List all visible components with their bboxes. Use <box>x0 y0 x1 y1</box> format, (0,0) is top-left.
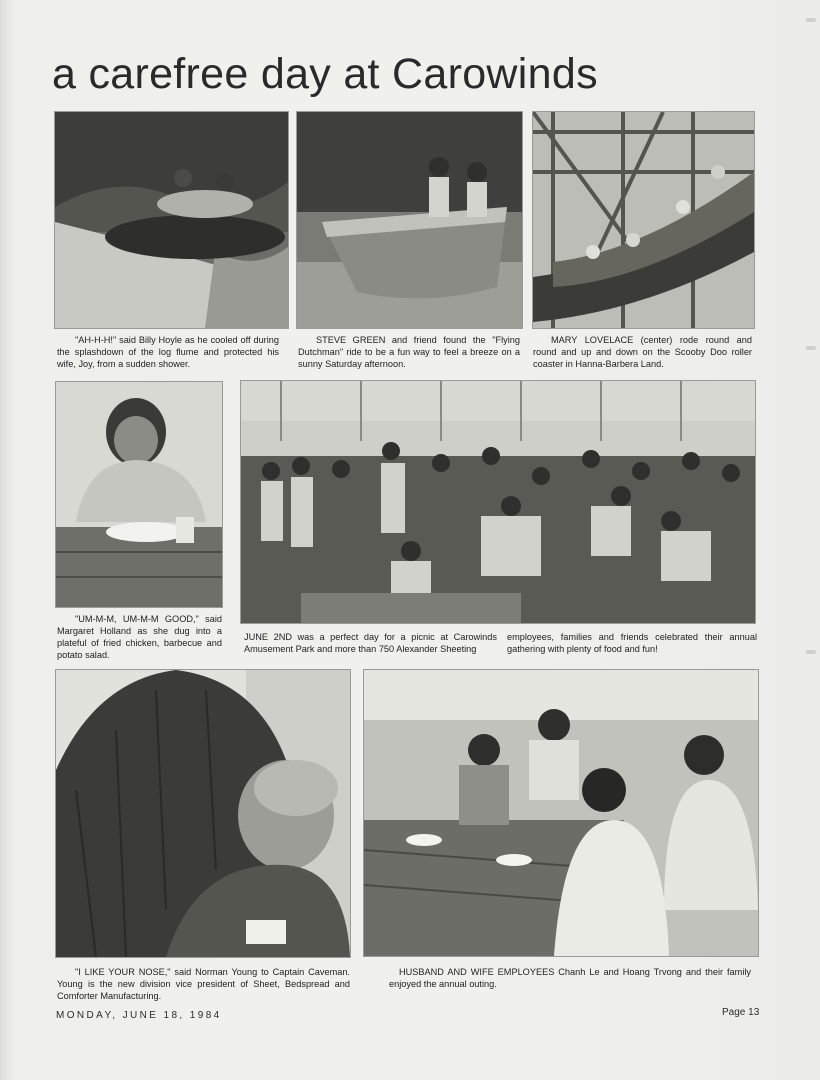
caption-picnic-part-2: employees, families and friends celebrated their annual gathering with plenty of food and fun! <box>507 632 757 654</box>
issue-date: MONDAY, JUNE 18, 1984 <box>56 1010 222 1021</box>
page-mark <box>806 346 816 350</box>
caption-flying-dutchman: STEVE GREEN and friend found the "Flying Dutchman" ride to be a fun way to feel a breeze on a sunny Saturday afternoon. <box>298 335 520 369</box>
caption-your-nose: "I LIKE YOUR NOSE," said Norman Young to Captain Caveman. Young is the new division vice president of Sheet, Bedspread and Comforter Manufacturing. <box>57 967 350 1001</box>
caption-husband-wife: HUSBAND AND WIFE EMPLOYEES Chanh Le and Hoang Trvong and their family enjoyed the annual outing. <box>389 967 751 989</box>
photo-log-flume <box>54 111 289 329</box>
photo-family-eating <box>363 669 759 957</box>
photo-captain-caveman <box>55 669 351 958</box>
caption-picnic-part-1: JUNE 2ND was a perfect day for a picnic at Carowinds Amusement Park and more than 750 Alexander Sheeting <box>244 632 497 654</box>
page-mark <box>806 18 816 22</box>
caption-scooby-doo: MARY LOVELACE (center) rode round and round and up and down on the Scooby Doo roller coaster in Hanna-Barbera Land. <box>533 335 752 369</box>
photo-picnic-crowd <box>240 380 756 624</box>
photo-scooby-doo-coaster <box>532 111 755 329</box>
page-number: Page 13 <box>722 1007 760 1018</box>
caption-um-good: "UM-M-M, UM-M-M GOOD," said Margaret Holland as she dug into a plateful of fried chicken, barbecue and potato salad. <box>57 614 222 660</box>
photo-flying-dutchman <box>296 111 523 329</box>
caption-log-flume: "AH-H-H!" said Billy Hoyle as he cooled off during the splashdown of the log flume and protected his wife, Joy, from a sudden shower. <box>57 335 279 369</box>
page-title: a carefree day at Carowinds <box>52 50 598 98</box>
page-mark <box>806 650 816 654</box>
photo-woman-eating <box>55 381 223 608</box>
